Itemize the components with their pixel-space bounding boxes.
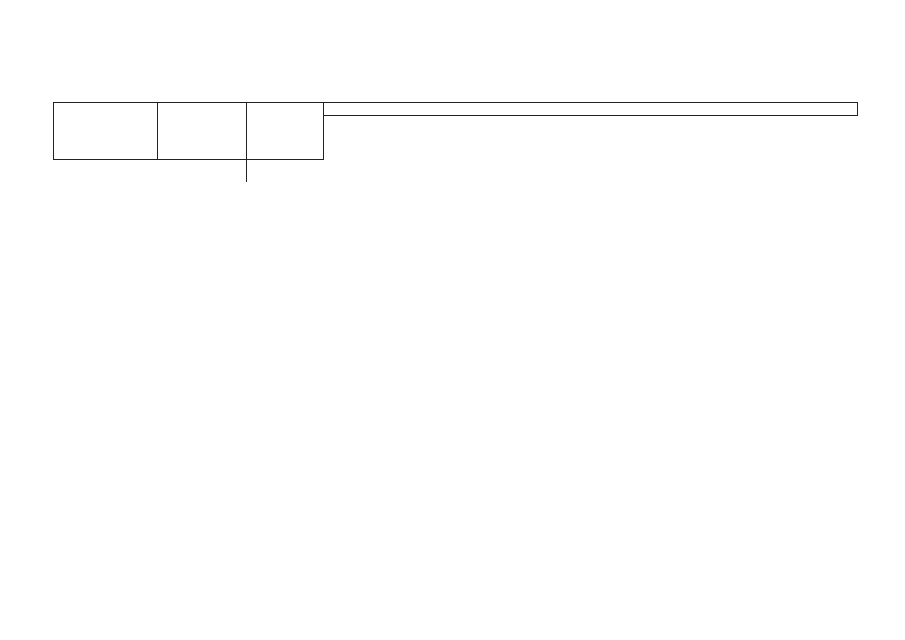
header-name bbox=[54, 103, 158, 160]
blank-cell bbox=[158, 160, 247, 182]
header-source bbox=[247, 103, 324, 160]
header-responsible bbox=[158, 103, 247, 160]
financing-table bbox=[53, 102, 858, 182]
blank-cell bbox=[54, 160, 158, 182]
header-plan-title bbox=[324, 103, 858, 116]
